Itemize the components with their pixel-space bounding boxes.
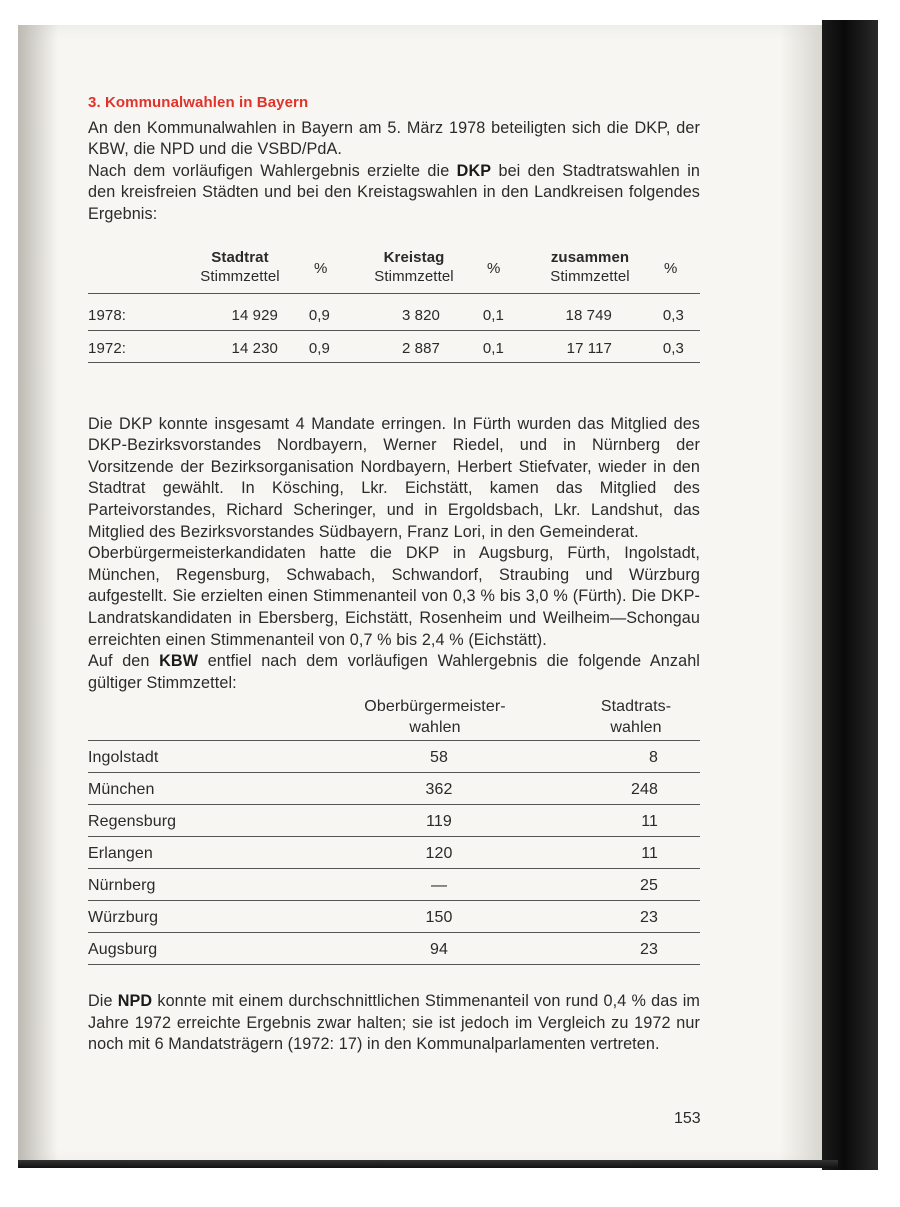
cell-kreistag: 2 887 [401,339,440,357]
row-year: 1972: [88,339,127,357]
kbw-results-table [88,696,700,965]
ob-votes: 150 [425,909,453,927]
kbw-table-header [88,696,700,740]
page-edge-shadow [780,25,822,1165]
kbw-paragraph: Auf den KBW entfiel nach dem vorläufigen Wahlergebnis die folgende Anzahl gültiger Stimmzettel: [88,652,700,692]
header-ob-wahlen: Oberbürgermeister- wahlen [364,698,506,737]
cell-stadtrat-pct: 0,9 [308,339,330,357]
header-pct-1: % [314,259,328,277]
cell-kreistag: 3 820 [401,306,440,324]
table-row [88,740,700,772]
cell-stadtrat-pct: 0,9 [308,306,330,324]
city-name: Erlangen [88,845,153,863]
city-name: Würzburg [88,909,159,927]
sr-votes: 8 [649,749,658,767]
book-spine [822,20,878,1170]
sr-votes: 11 [641,845,658,863]
table-row [88,932,700,965]
intro-paragraph: An den Kommunalwahlen in Bayern am 5. März 1978 beteiligten sich die DKP, der KBW, die NPD und die VSBD/PdA. [88,118,700,159]
header-kreistag: Kreistag Stimmzettel [374,248,454,285]
header-stadtrat: Stadtrat Stimmzettel [200,248,280,285]
sr-votes: 25 [640,877,658,895]
ob-votes: 362 [425,781,453,799]
dkp-paragraph: Nach dem vorläufigen Wahlergebnis erzielte die DKP bei den Stadtratswahlen in den kreisfreien Städten und bei den Kreistagswahlen in den Landkreisen folgendes Ergebnis: [88,161,701,223]
sr-votes: 248 [631,781,658,799]
section-title: 3. Kommunalwahlen in Bayern [88,94,309,111]
cell-zusammen-pct: 0,3 [662,339,684,357]
ob-votes: — [430,877,448,895]
sr-votes: 23 [640,941,658,959]
row-year: 1978: [88,306,127,324]
ob-votes: 120 [425,845,453,863]
cell-zusammen-pct: 0,3 [662,306,684,324]
mandate-paragraph: Die DKP konnte insgesamt 4 Mandate erringen. In Fürth wurden das Mitglied des DKP-Bezirksvorstandes Nordbayern, Werner Riedel, und in Nürnberg der Vorsitzende der Bezirksorganisation Nordbayern, Herbert Stiefvater, wieder in den Stadtrat gewählt. In Kösching, Lkr. Eichstätt, kamen das Mitglied des Parteivorstandes, Richard Scheringer, und in Ergoldsbach, Lkr. Landshut, das Mitglied des Bezirksvorstandes Südbayern, Franz Lori, in den Gemeinderat. [88,414,700,541]
city-name: Regensburg [88,813,177,831]
sr-votes: 11 [641,813,658,831]
cell-kreistag-pct: 0,1 [482,306,504,324]
table-row [88,836,700,868]
table-row [88,868,700,900]
npd-paragraph: Die NPD konnte mit einem durchschnittlichen Stimmenanteil von rund 0,4 % das im Jahre 1972 erreichte Ergebnis zwar halten; sie ist jedoch im Vergleich zu 1972 nur noch mit 6 Mandatsträgern (1972: 17) in den Kommunalparlamenten vertreten. [88,992,700,1054]
ob-candidates-paragraph: Oberbürgermeisterkandidaten hatte die DKP in Augsburg, Fürth, Ingolstadt, München, Regensburg, Schwabach, Schwandorf, Straubing und Würzburg aufgestellt. Sie erzielten einen Stimmenanteil von 0,3 % bis 3,0 % (Fürth). Die DKP-Landratskandidaten in Ebersberg, Eichstätt, Rosenheim und Weilheim—Schongau erreichten einen Stimmenanteil von 0,7 % bis 2,4 % (Eichstätt). [88,544,700,649]
city-name: Ingolstadt [88,749,159,767]
city-name: München [88,781,155,799]
cell-zusammen: 18 749 [565,306,612,324]
ob-votes: 119 [426,813,452,831]
table-row [88,804,700,836]
page-fold-shadow [18,25,58,1165]
table-rule [88,362,700,363]
header-stadtrats-wahlen: Stadtrats- wahlen [600,698,672,737]
table-rule [88,330,700,331]
sr-votes: 23 [640,909,658,927]
header-pct-2: % [487,259,501,277]
cell-stadtrat: 14 230 [231,339,278,357]
cell-stadtrat: 14 929 [231,306,278,324]
city-name: Nürnberg [88,877,156,895]
city-name: Augsburg [88,941,158,959]
ob-votes: 94 [430,941,448,959]
page-number: 153 [674,1110,701,1127]
table-row [88,772,700,804]
cell-kreistag-pct: 0,1 [482,339,504,357]
ob-votes: 58 [430,749,448,767]
dkp-results-table [88,248,700,366]
header-pct-3: % [664,259,678,277]
table-rule [88,293,700,294]
cell-zusammen: 17 117 [566,339,612,357]
table-row [88,900,700,932]
header-zusammen: zusammen Stimmzettel [550,248,630,285]
page-content [88,92,700,1056]
book-bottom-edge [18,1160,838,1168]
